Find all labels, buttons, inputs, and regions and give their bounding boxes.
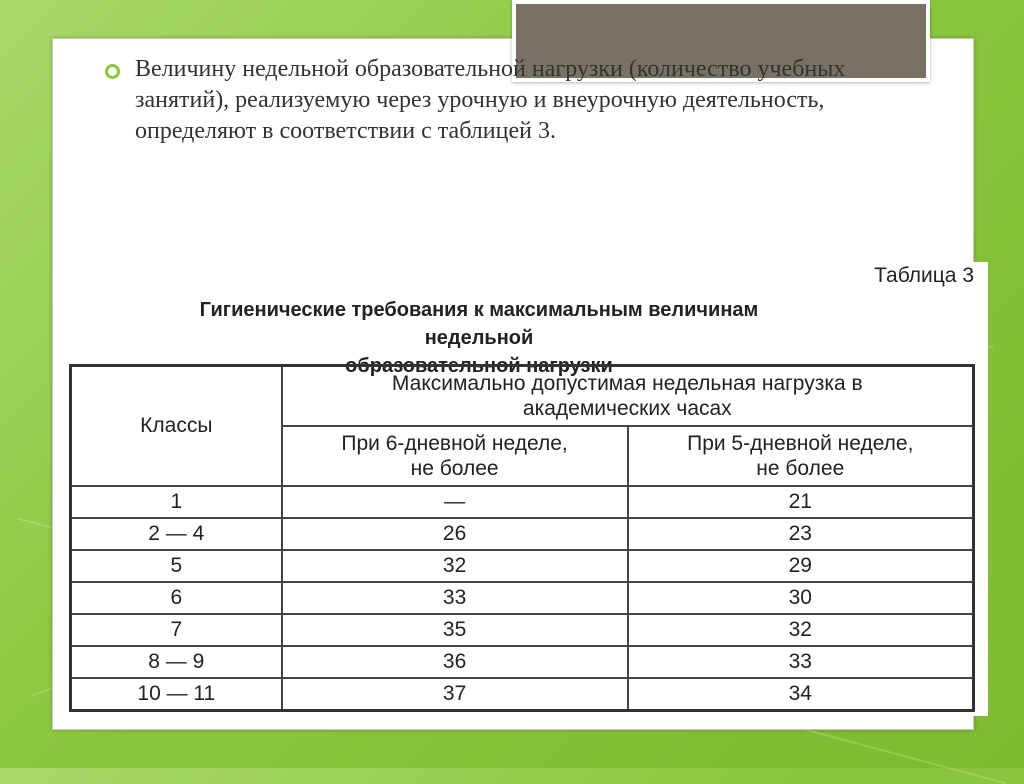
cell-6day: 36 [282, 646, 628, 678]
table-row [71, 582, 974, 614]
cell-class: 2 — 4 [71, 518, 282, 550]
cell-5day: 34 [628, 678, 974, 711]
requirements-table [69, 364, 975, 712]
table-title-line: Гигиенические требования к максимальным величинам недельной [199, 299, 759, 349]
table-number: Таблица 3 [874, 264, 974, 287]
header-5day: При 5-дневной неделе, не более [628, 426, 974, 486]
table-row [71, 646, 974, 678]
cell-5day: 29 [628, 550, 974, 582]
cell-class: 1 [71, 486, 282, 518]
cell-5day: 33 [628, 646, 974, 678]
cell-5day: 23 [628, 518, 974, 550]
cell-6day: 37 [282, 678, 628, 711]
cell-class: 8 — 9 [71, 646, 282, 678]
table-row [71, 550, 974, 582]
header-6day: При 6-дневной неделе, не более [282, 426, 628, 486]
table-title-line: образовательной нагрузки [345, 355, 613, 377]
cell-class: 7 [71, 614, 282, 646]
cell-class: 10 — 11 [71, 678, 282, 711]
table-image [64, 262, 988, 716]
table-row [71, 518, 974, 550]
cell-5day: 30 [628, 582, 974, 614]
cell-class: 6 [71, 582, 282, 614]
header-classes: Классы [71, 366, 282, 487]
table-row [71, 614, 974, 646]
bullet-icon [105, 64, 120, 79]
header-max-load: Максимально допустимая недельная нагрузка в академических часах [282, 366, 974, 427]
bullet-item [105, 54, 895, 147]
cell-5day: 21 [628, 486, 974, 518]
cell-6day: 32 [282, 550, 628, 582]
cell-6day: — [282, 486, 628, 518]
cell-6day: 35 [282, 614, 628, 646]
bullet-text: Величину недельной образовательной нагрузки (количество учебных занятий), реализуемую через урочную и внеурочную деятельность, определяют в соответствии с таблицей 3. [135, 56, 846, 144]
cell-class: 5 [71, 550, 282, 582]
table-row [71, 486, 974, 518]
cell-6day: 33 [282, 582, 628, 614]
cell-5day: 32 [628, 614, 974, 646]
table-header-row [71, 366, 974, 427]
cell-6day: 26 [282, 518, 628, 550]
table-row [71, 678, 974, 711]
